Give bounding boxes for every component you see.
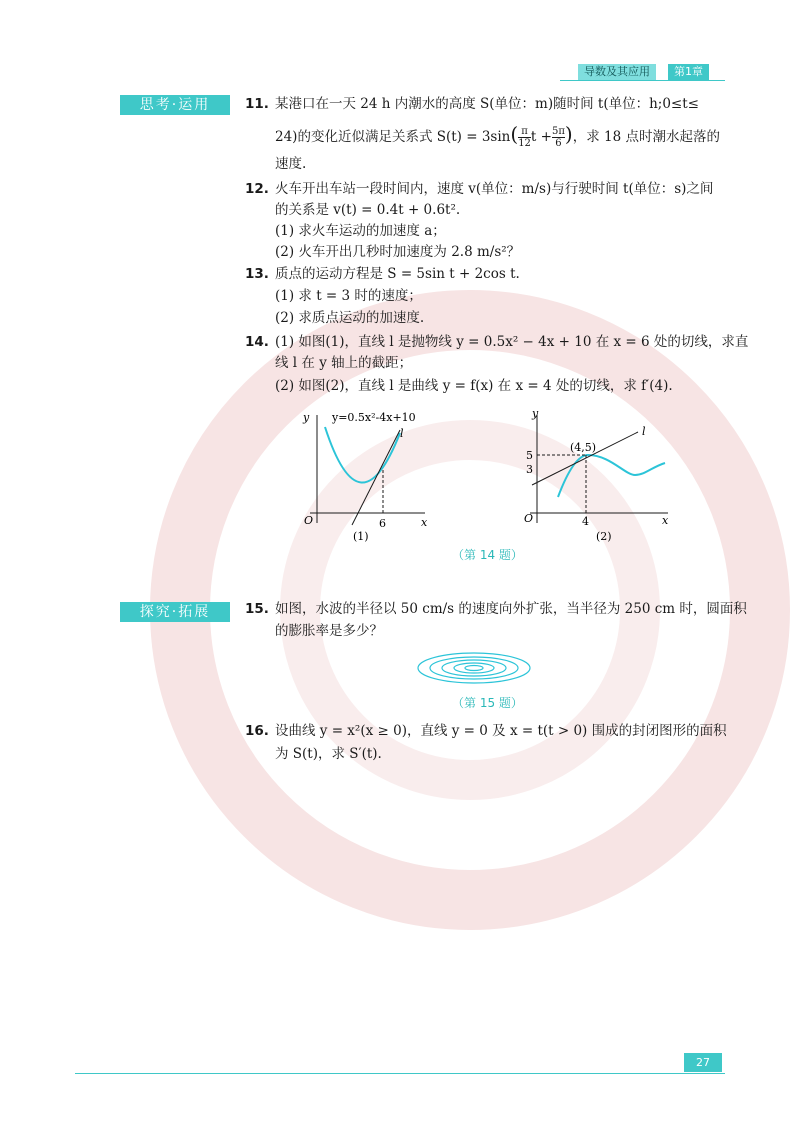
- header-chapter: 第1章: [668, 64, 709, 80]
- g1-xtick: 6: [379, 517, 386, 530]
- section-badge-explore-extend: 探究·拓展: [120, 602, 230, 622]
- g2-tangent-line: [532, 432, 638, 485]
- problem-13-sub2: (2) 求质点运动的加速度.: [275, 310, 425, 326]
- header-rule: [560, 80, 725, 81]
- figure-14-graph-1: [290, 405, 440, 545]
- problem-12-sub2: (2) 火车开出几秒时加速度为 2.8 m/s²？: [275, 244, 521, 260]
- figure-14-caption: （第 14 题）: [452, 548, 523, 562]
- problem-11-number: 11.: [245, 96, 269, 112]
- problem-11-line1: 某港口在一天 24 h 内潮水的高度 S(单位：m)随时间 t(单位：h;0≤t≤: [275, 96, 699, 112]
- g1-line-label: l: [400, 427, 404, 440]
- g1-curve-label: y=0.5x²-4x+10: [332, 411, 416, 424]
- problem-14-number: 14.: [245, 334, 269, 350]
- problem-11-formula-start: 24)的变化近似满足关系式 S(t) = 3sin: [275, 129, 511, 145]
- problem-15-line1: 如图，水波的半径以 50 cm/s 的速度向外扩张，当半径为 250 cm 时，圆面积: [275, 601, 747, 617]
- g2-origin: O: [524, 512, 534, 525]
- problem-16-line2: 为 S(t)，求 S′(t).: [275, 746, 382, 762]
- problem-12-line1: 火车开出车站一段时间内，速度 v(单位：m/s)与行驶时间 t(单位：s)之间: [275, 181, 714, 197]
- problem-11-line3: 速度.: [275, 156, 307, 172]
- g2-point-label: (4,5): [570, 441, 597, 454]
- problem-13-sub1: (1) 求 t = 3 时的速度；: [275, 288, 422, 304]
- header-title: 导数及其应用: [578, 64, 656, 80]
- g2-line-label: l: [642, 425, 646, 438]
- fraction-pi-12: $\frac{\pi}{12}$: [518, 126, 531, 149]
- g1-xlabel: x: [421, 516, 428, 529]
- g2-xlabel: x: [662, 514, 669, 527]
- figure-14-graph-2: [510, 405, 680, 545]
- g2-ytick-3: 3: [526, 463, 533, 476]
- g1-ylabel: y: [303, 411, 310, 424]
- problem-13-number: 13.: [245, 266, 269, 282]
- problem-14-line2: 线 l 在 y 轴上的截距；: [275, 355, 413, 371]
- problem-15-number: 15.: [245, 601, 269, 617]
- section-badge-think-apply: 思考·运用: [120, 95, 230, 115]
- g1-origin: O: [304, 514, 314, 527]
- g1-sublabel: (1): [353, 530, 369, 543]
- g2-ytick-5: 5: [526, 449, 533, 462]
- g1-tangent-line: [352, 430, 400, 525]
- problem-14-line1: (1) 如图(1)，直线 l 是抛物线 y = 0.5x² − 4x + 10 在 x = 6 处的切线，求直: [275, 334, 749, 350]
- water-ripple-figure: [414, 648, 534, 688]
- problem-13-line1: 质点的运动方程是 S = 5sin t + 2cos t.: [275, 266, 520, 282]
- figure-15-caption: （第 15 题）: [452, 696, 523, 710]
- g2-curve: [558, 455, 665, 497]
- problem-16-line1: 设曲线 y = x²(x ≥ 0)，直线 y = 0 及 x = t(t > 0) 围成的封闭图形的面积: [275, 723, 727, 739]
- fraction-5pi-6: $\frac{5\pi}{6}$: [551, 126, 565, 149]
- problem-12-line2: 的关系是 v(t) = 0.4t + 0.6t².: [275, 202, 461, 218]
- problem-11-line2: 24)的变化近似满足关系式 S(t) = 3sin( $\frac{\pi}{12}$ t + $\frac{5\pi}{6}$ )，求 18 点时潮水起落的: [275, 122, 720, 149]
- g2-sublabel: (2): [596, 530, 612, 543]
- problem-14-line3: (2) 如图(2)，直线 l 是曲线 y = f(x) 在 x = 4 处的切线，求 f′(4).: [275, 378, 673, 394]
- problem-12-sub1: (1) 求火车运动的加速度 a；: [275, 223, 446, 239]
- page-number: 27: [684, 1053, 722, 1072]
- footer-rule: [75, 1073, 725, 1074]
- problem-16-number: 16.: [245, 723, 269, 739]
- g2-xtick: 4: [582, 515, 589, 528]
- g2-ylabel: y: [532, 407, 539, 420]
- problem-15-line2: 的膨胀率是多少？: [275, 623, 383, 639]
- g1-parabola: [325, 427, 400, 483]
- problem-12-number: 12.: [245, 181, 269, 197]
